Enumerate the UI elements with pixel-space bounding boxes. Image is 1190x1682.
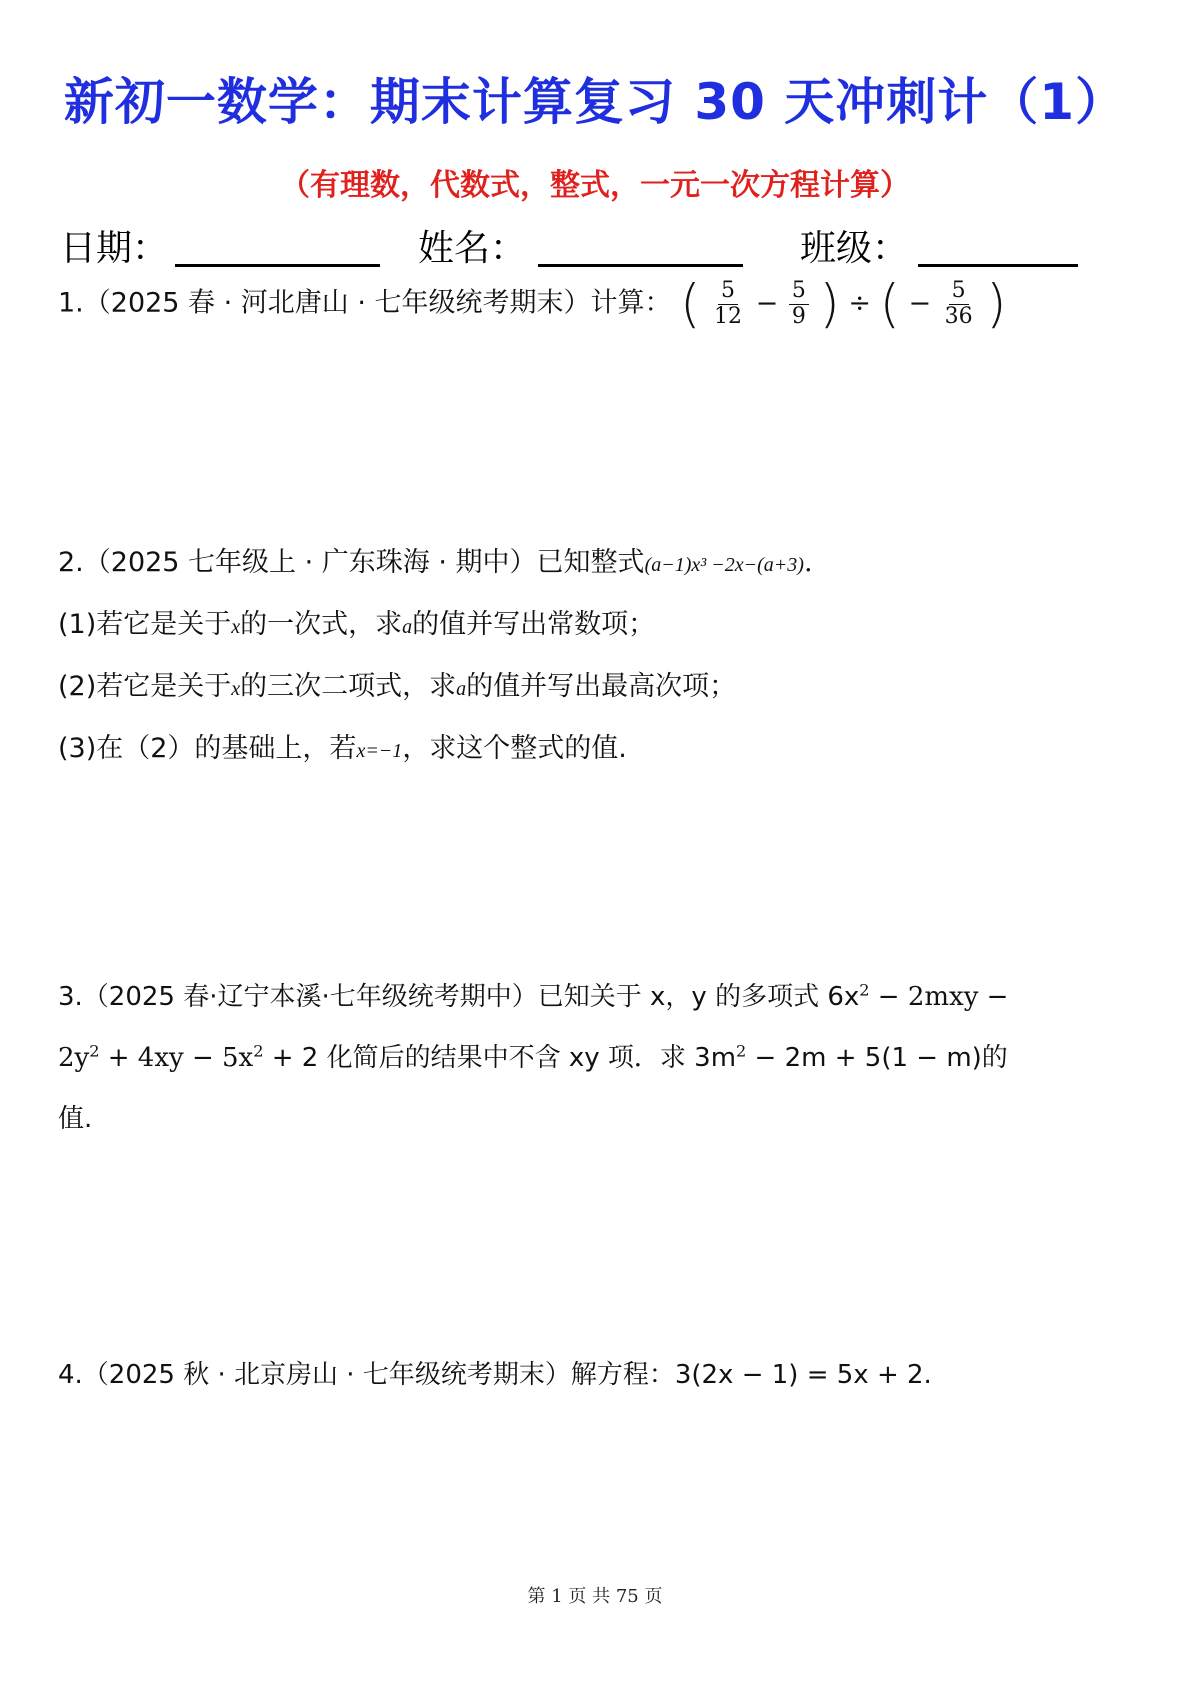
fraction-5-36 bbox=[942, 279, 976, 328]
part-text: ，求这个整式的值. bbox=[402, 733, 627, 764]
part-text: (3)在（2）的基础上，若 bbox=[58, 733, 357, 764]
question-3-text: 值. bbox=[58, 1104, 93, 1134]
fraction-5-9 bbox=[789, 279, 809, 328]
question-1-prefix: 1.（2025 春 · 河北唐山 · 七年级统考期末）计算： bbox=[58, 287, 672, 319]
fraction-5-12 bbox=[711, 279, 745, 328]
fraction-denominator: 9 bbox=[791, 303, 806, 329]
exponent: 2 bbox=[736, 1041, 747, 1061]
divide-sign: ÷ bbox=[848, 287, 871, 319]
condition-x-equals: x=−1 bbox=[356, 740, 403, 762]
fraction-denominator: 12 bbox=[714, 303, 743, 329]
exponent: 2 bbox=[253, 1041, 264, 1061]
question-2-part-3 bbox=[58, 726, 627, 765]
question-3-text: + 4xy − 5x bbox=[99, 1043, 254, 1073]
part-text: 的值并写出常数项； bbox=[412, 609, 656, 640]
question-2-period: . bbox=[803, 547, 813, 578]
name-label: 姓名： bbox=[418, 228, 527, 269]
question-3-line-2 bbox=[58, 1037, 1008, 1074]
part-text: (2)若它是关于 bbox=[58, 671, 232, 702]
question-2-prefix: 2.（2025 七年级上 · 广东珠海 · 期中）已知整式 bbox=[58, 547, 645, 578]
question-3-text: 3.（2025 春·辽宁本溪·七年级统考期中）已知关于 x，y 的多项式 6x bbox=[58, 982, 860, 1012]
exponent: 2 bbox=[89, 1041, 100, 1061]
variable-a: a bbox=[402, 616, 413, 638]
fraction-denominator: 36 bbox=[944, 303, 973, 329]
question-3-line-3 bbox=[58, 1098, 92, 1135]
left-paren: ( bbox=[879, 274, 900, 334]
part-text: 的一次式，求 bbox=[240, 609, 403, 640]
question-4 bbox=[58, 1354, 932, 1391]
question-2 bbox=[58, 540, 813, 579]
fraction-numerator: 5 bbox=[789, 279, 809, 304]
right-paren: ) bbox=[986, 274, 1007, 334]
question-4-text: 4.（2025 秋 · 北京房山 · 七年级统考期末）解方程：3(2x − 1) = 5x + 2. bbox=[58, 1360, 932, 1390]
page-subtitle: （有理数，代数式，整式，一元一次方程计算） bbox=[280, 168, 910, 203]
left-paren: ( bbox=[680, 274, 701, 334]
page-footer: 第 1 页 共 75 页 bbox=[527, 1586, 663, 1607]
fraction-numerator: 5 bbox=[949, 279, 969, 304]
date-label: 日期： bbox=[60, 228, 169, 269]
minus-sign: − bbox=[755, 287, 779, 319]
question-3-text: 2y bbox=[58, 1043, 90, 1073]
question-2-expression: (a−1)x³ −2x−(a+3) bbox=[644, 554, 804, 576]
variable-x: x bbox=[231, 678, 241, 700]
name-blank-line bbox=[538, 264, 743, 267]
page-title: 新初一数学：期末计算复习 30 天冲刺计（1） bbox=[63, 73, 1127, 131]
question-1 bbox=[58, 274, 1007, 334]
question-3-line-1 bbox=[58, 976, 1008, 1013]
class-label: 班级： bbox=[800, 228, 909, 269]
part-text: 的三次二项式，求 bbox=[240, 671, 457, 702]
date-blank-line bbox=[175, 264, 380, 267]
variable-a: a bbox=[456, 678, 467, 700]
right-paren: ) bbox=[819, 274, 840, 334]
exponent: 2 bbox=[859, 980, 870, 1000]
question-2-part-1 bbox=[58, 602, 655, 641]
question-2-part-2 bbox=[58, 664, 736, 703]
question-1-expression bbox=[680, 274, 1007, 334]
part-text: 的值并写出最高次项； bbox=[466, 671, 737, 702]
question-3-text: − 2mxy − bbox=[869, 982, 1009, 1012]
minus-sign: − bbox=[908, 287, 932, 319]
variable-x: x bbox=[231, 616, 241, 638]
question-3-text: − 2m + 5(1 − m)的 bbox=[746, 1043, 1008, 1073]
part-text: (1)若它是关于 bbox=[58, 609, 232, 640]
student-info-row bbox=[60, 216, 1140, 272]
question-3-text: + 2 化简后的结果中不含 xy 项．求 3m bbox=[263, 1043, 737, 1073]
class-blank-line bbox=[918, 264, 1078, 267]
fraction-numerator: 5 bbox=[718, 279, 738, 304]
